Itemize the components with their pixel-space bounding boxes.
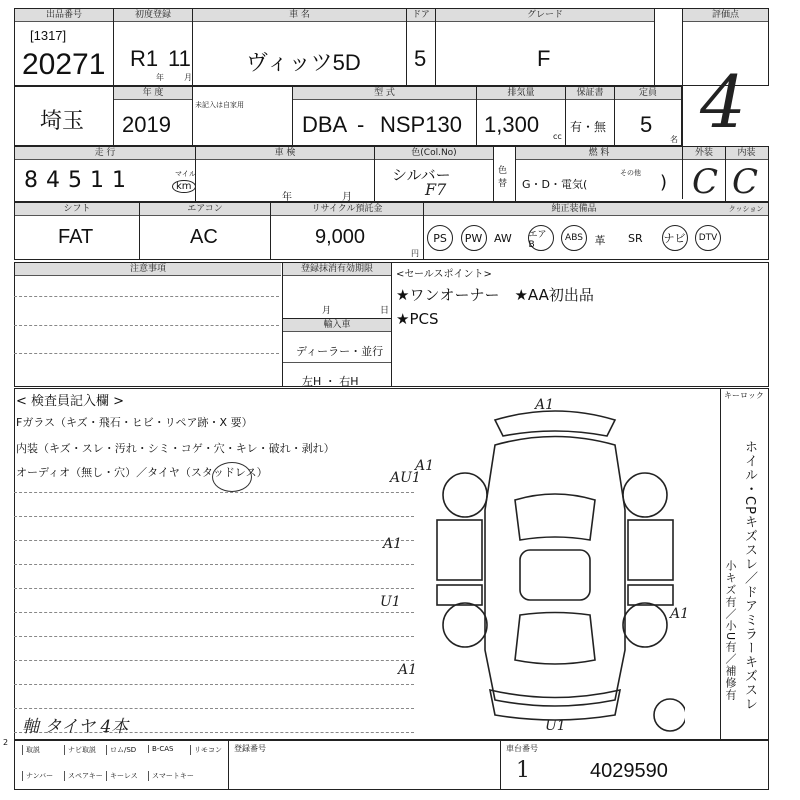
dashed-line (14, 612, 414, 613)
import-dealer: ディーラー・並行 (296, 345, 384, 358)
age-header: 年 度 (114, 87, 192, 100)
circle-mark (212, 462, 252, 492)
page-mark: 2 (3, 738, 9, 747)
inspector-header: < 検査員記入欄 > (16, 394, 125, 409)
import-header: 輸入車 (283, 318, 391, 332)
side-note-2: 小キズ有／小U有／補修有 (724, 560, 737, 702)
damage-mark: AU1 (390, 470, 421, 486)
damage-mark: A1 (383, 536, 403, 552)
mileage-digit: 4 (46, 168, 60, 193)
first-reg-month: 11 (168, 46, 191, 71)
capacity-value: 5 (640, 112, 653, 137)
chassis-number: 4029590 (590, 760, 668, 782)
equipment-item: PW (461, 225, 487, 251)
equip-header: 純正装備品 (424, 203, 724, 216)
year-value: 2019 (122, 112, 171, 137)
damage-mark: A1 (398, 662, 418, 678)
side-note: ホイル・CPキズスレ／ドアミラーキズスレ (742, 440, 757, 711)
region-value: 埼玉 (40, 108, 85, 133)
first-reg-m: 月 (184, 73, 192, 82)
doors-value: 5 (414, 46, 427, 71)
model-dash: - (357, 112, 365, 137)
equipment-item: エアB (528, 225, 554, 251)
accessory-label: ロム/SD (106, 745, 136, 755)
fuel-options: G・D・電気( (522, 178, 588, 191)
handle-value: 左H ・ 右H (302, 375, 359, 388)
chassis-header: 車台番号 (506, 744, 538, 753)
sales-point-1: ★ワンオーナー ★AA初出品 (396, 286, 594, 304)
cc-header: 排気量 (477, 87, 565, 100)
accessory-label: ナビ取説 (64, 745, 96, 755)
accessory-label: キーレス (106, 771, 138, 781)
mileage-digits (24, 168, 126, 193)
dashed-line (14, 492, 414, 493)
cushion-header: クッション (724, 203, 768, 216)
yen-unit: 円 (411, 249, 419, 258)
equipment-item: 革 (594, 234, 606, 247)
unreg-label: 未記入は自家用 (195, 101, 244, 109)
dashed-line (14, 708, 414, 709)
dashed-line (14, 684, 414, 685)
rating-value: 4 (700, 60, 746, 144)
color-change: 色替 (498, 166, 508, 189)
shape-header: 型 式 (293, 87, 476, 100)
displacement-value: 1,300 (484, 112, 540, 137)
ext-grade: C (692, 162, 719, 202)
damage-mark: U1 (545, 718, 566, 734)
model-header: 車 名 (193, 9, 406, 22)
lot-number: 20271 (22, 48, 106, 81)
fuel-close: ) (660, 172, 668, 193)
dashed-line (14, 564, 414, 565)
damage-mark: U1 (380, 594, 401, 610)
inspect-line-2: 内装（キズ・スレ・汚れ・シミ・コゲ・穴・キレ・破れ・剥れ） (16, 442, 335, 455)
accessory-label: スペアキー (64, 771, 103, 781)
car-diagram (425, 400, 685, 740)
dashed-line (14, 516, 414, 517)
color-name: シルバー (392, 166, 451, 184)
fuel-other: その他 (620, 169, 641, 177)
lot-header: 出品番号 (15, 9, 113, 22)
reg-month: 月 (322, 306, 332, 316)
equipment-item: ABS (561, 225, 587, 251)
first-reg-y: 年 (156, 73, 164, 82)
doors-header: ドア (407, 9, 435, 22)
damage-mark: A1 (670, 606, 690, 622)
handwritten-note: 軸 タイヤ 4本 (22, 717, 129, 737)
cap-unit: 名 (670, 135, 678, 144)
mileage-digit: 5 (68, 168, 82, 193)
dashed-line (14, 588, 414, 589)
equipment-item: PS (427, 225, 453, 251)
accessory-label: リモコン (190, 745, 222, 755)
equipment-item: SR (628, 232, 643, 245)
inspect-line-1: Fガラス（キズ・飛石・ヒビ・リペア跡・X 要） (16, 416, 253, 429)
sales-header: <セールスポイント> (396, 269, 492, 280)
accessory-label: ナンバー (22, 771, 53, 781)
shift-value: FAT (58, 226, 94, 248)
accessory-label: 取説 (22, 745, 40, 755)
color-header: 色(Col.No) (375, 147, 493, 160)
shift-header: シフト (15, 203, 139, 216)
reg-day: 日 (380, 306, 390, 316)
model-name: ヴィッツ5D (246, 50, 361, 75)
aircon-header: エアコン (140, 203, 270, 216)
damage-mark: A1 (415, 458, 435, 474)
warranty-value: 有・無 (570, 120, 607, 134)
sales-point-2: ★PCS (396, 310, 439, 328)
mileage-unit: km (172, 180, 196, 193)
rec-header: 登録番号 (234, 744, 266, 753)
shaken-y: 年 (282, 192, 292, 203)
ext-header: 外装 (683, 147, 725, 160)
mileage-unit-top: マイル (175, 170, 196, 178)
int-grade: C (732, 162, 759, 202)
regexp-header: 登録抹消有効期限 (283, 263, 391, 276)
accessory-label: B-CAS (148, 745, 173, 753)
recycle-value: 9,000 (315, 226, 366, 248)
int-header: 内装 (725, 147, 768, 160)
equipment-item: AW (494, 232, 512, 245)
aircon-value: AC (190, 226, 218, 248)
grade-header: グレード (436, 9, 654, 22)
mileage-digit: 1 (90, 168, 104, 193)
rating-header: 評価点 (683, 9, 768, 22)
color-code: F7 (425, 180, 447, 199)
accessory-label: スマートキー (148, 771, 194, 781)
mileage-digit: 8 (24, 168, 38, 193)
equipment-item: DTV (695, 225, 721, 251)
firstreg-header: 初度登録 (114, 9, 192, 22)
recycle-header: リサイクル預託金 (271, 203, 423, 216)
cc-unit: cc (553, 132, 562, 141)
dashed-line (14, 540, 414, 541)
notes-header: 注意事項 (15, 263, 281, 276)
model-prefix: DBA (302, 112, 348, 137)
equipment-item: ナビ (662, 225, 688, 251)
warranty-header: 保証書 (566, 87, 614, 100)
lot-code: [1317] (30, 28, 67, 43)
shaken-header: 車 検 (196, 147, 374, 160)
inspect-line-3: オーディオ（無し・穴）／タイヤ（スタッドレス） (16, 466, 268, 479)
first-reg-era: R1 (130, 46, 159, 71)
chassis-prefix: 1 (516, 758, 530, 783)
cap-header: 定員 (615, 87, 681, 100)
shaken-m: 月 (342, 192, 352, 203)
mileage-header: 走 行 (15, 147, 195, 160)
mileage-digit: 1 (112, 168, 126, 193)
dashed-line (14, 636, 414, 637)
model-code: NSP130 (380, 112, 462, 137)
sales-header-text: セールスポイント (404, 269, 484, 280)
fuel-header: 燃 料 (516, 147, 682, 160)
damage-mark: A1 (535, 397, 555, 413)
keylock-label: キーロック (724, 391, 764, 400)
grade-value: F (537, 46, 551, 71)
dashed-line (14, 660, 414, 661)
